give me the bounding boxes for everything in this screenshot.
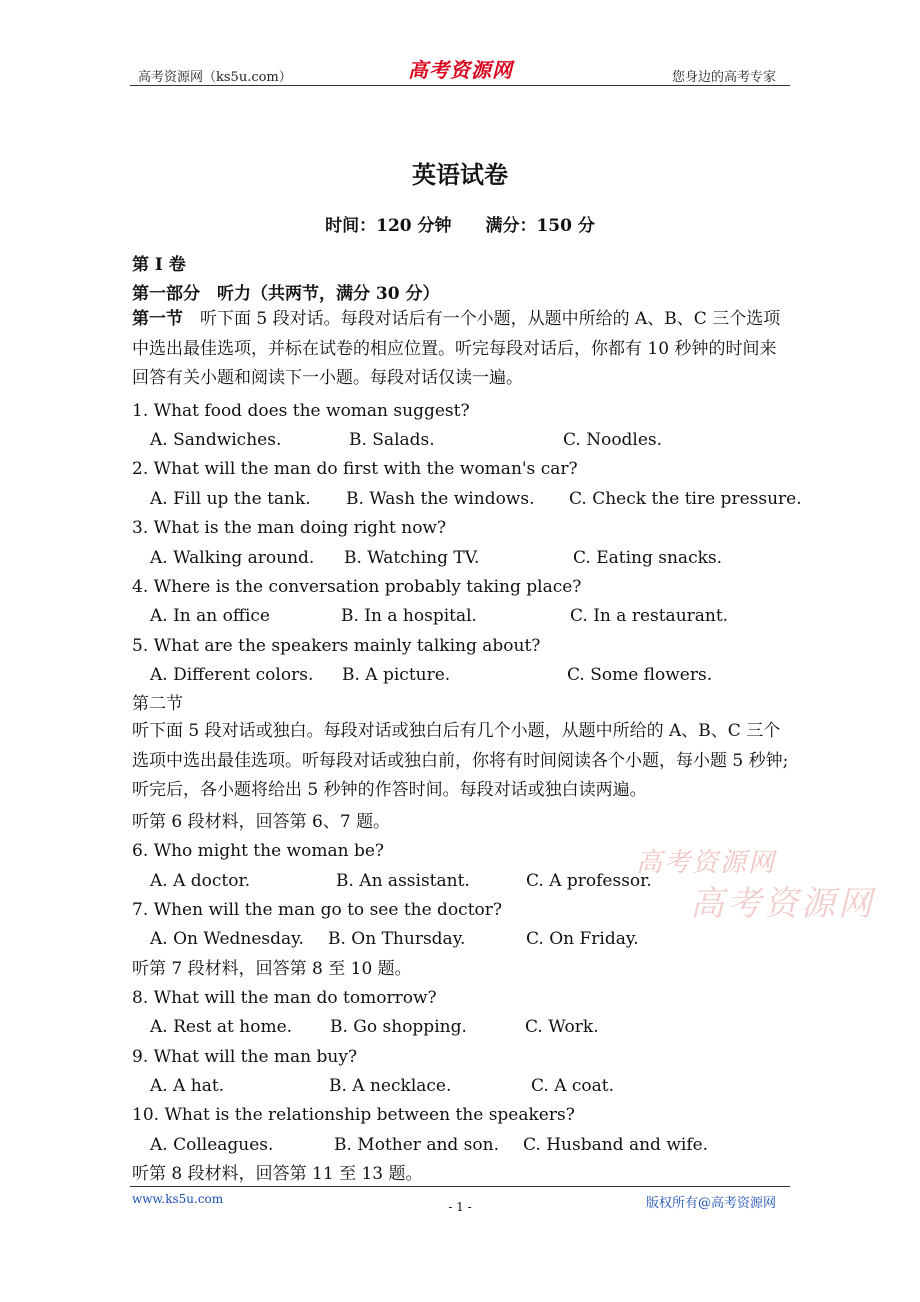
section-one-text-first: 听下面 5 段对话。每段对话后有一个小题，从题中所给的 A、B、C 三个: [183, 309, 747, 329]
watermark-small: 高考资源网: [636, 848, 777, 878]
header-site-name: 高考资源网（ks5u.com）: [138, 70, 292, 85]
section-one-instructions: [132, 305, 792, 394]
page-number: - 1 -: [448, 1200, 472, 1214]
q7-option-b: B. On Thursday.: [328, 929, 466, 949]
question-1: 1. What food does the woman suggest?: [132, 401, 470, 421]
section-one-text-rest: 选项中选出最佳选项，并标在试卷的相应位置。听完每段对话后，你都有 10 秒钟的时间来回答有关小题和阅读下一小题。每段对话仅读一遍。: [132, 309, 781, 388]
q5-option-b: B. A picture.: [342, 665, 451, 685]
q4-option-b: B. In a hospital.: [341, 606, 477, 626]
q2-option-b: B. Wash the windows.: [346, 489, 535, 509]
question-4: 4. Where is the conversation probably taking place?: [132, 577, 582, 597]
question-3: 3. What is the man doing right now?: [132, 518, 447, 538]
q10-option-a: A. Colleagues.: [150, 1135, 274, 1155]
q2-option-c: C. Check the tire pressure.: [569, 489, 802, 509]
material-8-note: 听第 8 段材料，回答第 11 至 13 题。: [132, 1164, 423, 1184]
question-10: 10. What is the relationship between the speakers?: [132, 1105, 575, 1125]
volume-heading: 第 I 卷: [132, 255, 186, 275]
question-9: 9. What will the man buy?: [132, 1047, 358, 1067]
section-two-instructions: 听下面 5 段对话或独白。每段对话或独白后有几个小题，从题中所给的 A、B、C 三个选项中选出最佳选项。听每段对话或独白前，你将有时间阅读各个小题，每小题 5 秒钟;听完后，各小题将给出 5 秒钟的作答时间。每段对话或独白读两遍。: [132, 721, 789, 800]
q10-option-b: B. Mother and son.: [334, 1135, 499, 1155]
q4-option-c: C. In a restaurant.: [570, 606, 729, 626]
section-two-label: 第二节: [132, 694, 183, 714]
footer-link[interactable]: www.ks5u.com: [132, 1192, 224, 1206]
part-one-heading: 第一部分 听力（共两节，满分 30 分）: [132, 284, 440, 304]
material-7-note: 听第 7 段材料，回答第 8 至 10 题。: [132, 959, 412, 979]
q1-option-c: C. Noodles.: [563, 430, 663, 450]
q1-option-a: A. Sandwiches.: [150, 430, 282, 450]
question-8: 8. What will the man do tomorrow?: [132, 988, 437, 1008]
exam-time: 时间：120 分钟: [325, 216, 452, 236]
q6-option-c: C. A professor.: [526, 871, 652, 891]
q3-option-b: B. Watching TV.: [344, 548, 480, 568]
section-one-label: 第一节: [132, 309, 183, 329]
q8-option-a: A. Rest at home.: [150, 1017, 293, 1037]
q5-option-c: C. Some flowers.: [567, 665, 713, 685]
q6-option-b: B. An assistant.: [336, 871, 470, 891]
q9-option-b: B. A necklace.: [329, 1076, 452, 1096]
header-logo: 高考资源网: [408, 58, 513, 82]
watermark-large: 高考资源网: [690, 884, 875, 924]
material-6-note: 听第 6 段材料，回答第 6、7 题。: [132, 812, 391, 832]
q8-option-c: C. Work.: [525, 1017, 599, 1037]
question-7: 7. When will the man go to see the doctor?: [132, 900, 503, 920]
q3-option-c: C. Eating snacks.: [573, 548, 723, 568]
q5-option-a: A. Different colors.: [150, 665, 314, 685]
q10-option-c: C. Husband and wife.: [523, 1135, 709, 1155]
q7-option-a: A. On Wednesday.: [150, 929, 304, 949]
question-6: 6. Who might the woman be?: [132, 841, 385, 861]
q2-option-a: A. Fill up the tank.: [150, 489, 311, 509]
q3-option-a: A. Walking around.: [150, 548, 315, 568]
q9-option-c: C. A coat.: [531, 1076, 615, 1096]
page-title: 英语试卷: [412, 160, 508, 189]
q4-option-a: A. In an office: [150, 606, 270, 626]
footer-copyright: 版权所有@高考资源网: [646, 1196, 777, 1211]
footer-divider: [130, 1186, 790, 1187]
header-divider: [130, 85, 790, 86]
q1-option-b: B. Salads.: [349, 430, 435, 450]
header-slogan: 您身边的高考专家: [672, 70, 777, 85]
exam-info: [0, 211, 920, 236]
question-2: 2. What will the man do first with the woman's car?: [132, 459, 578, 479]
q6-option-a: A. A doctor.: [150, 871, 251, 891]
q8-option-b: B. Go shopping.: [330, 1017, 467, 1037]
q7-option-c: C. On Friday.: [526, 929, 639, 949]
question-5: 5. What are the speakers mainly talking about?: [132, 636, 541, 656]
exam-score: 满分：150 分: [485, 216, 595, 236]
q9-option-a: A. A hat.: [150, 1076, 225, 1096]
